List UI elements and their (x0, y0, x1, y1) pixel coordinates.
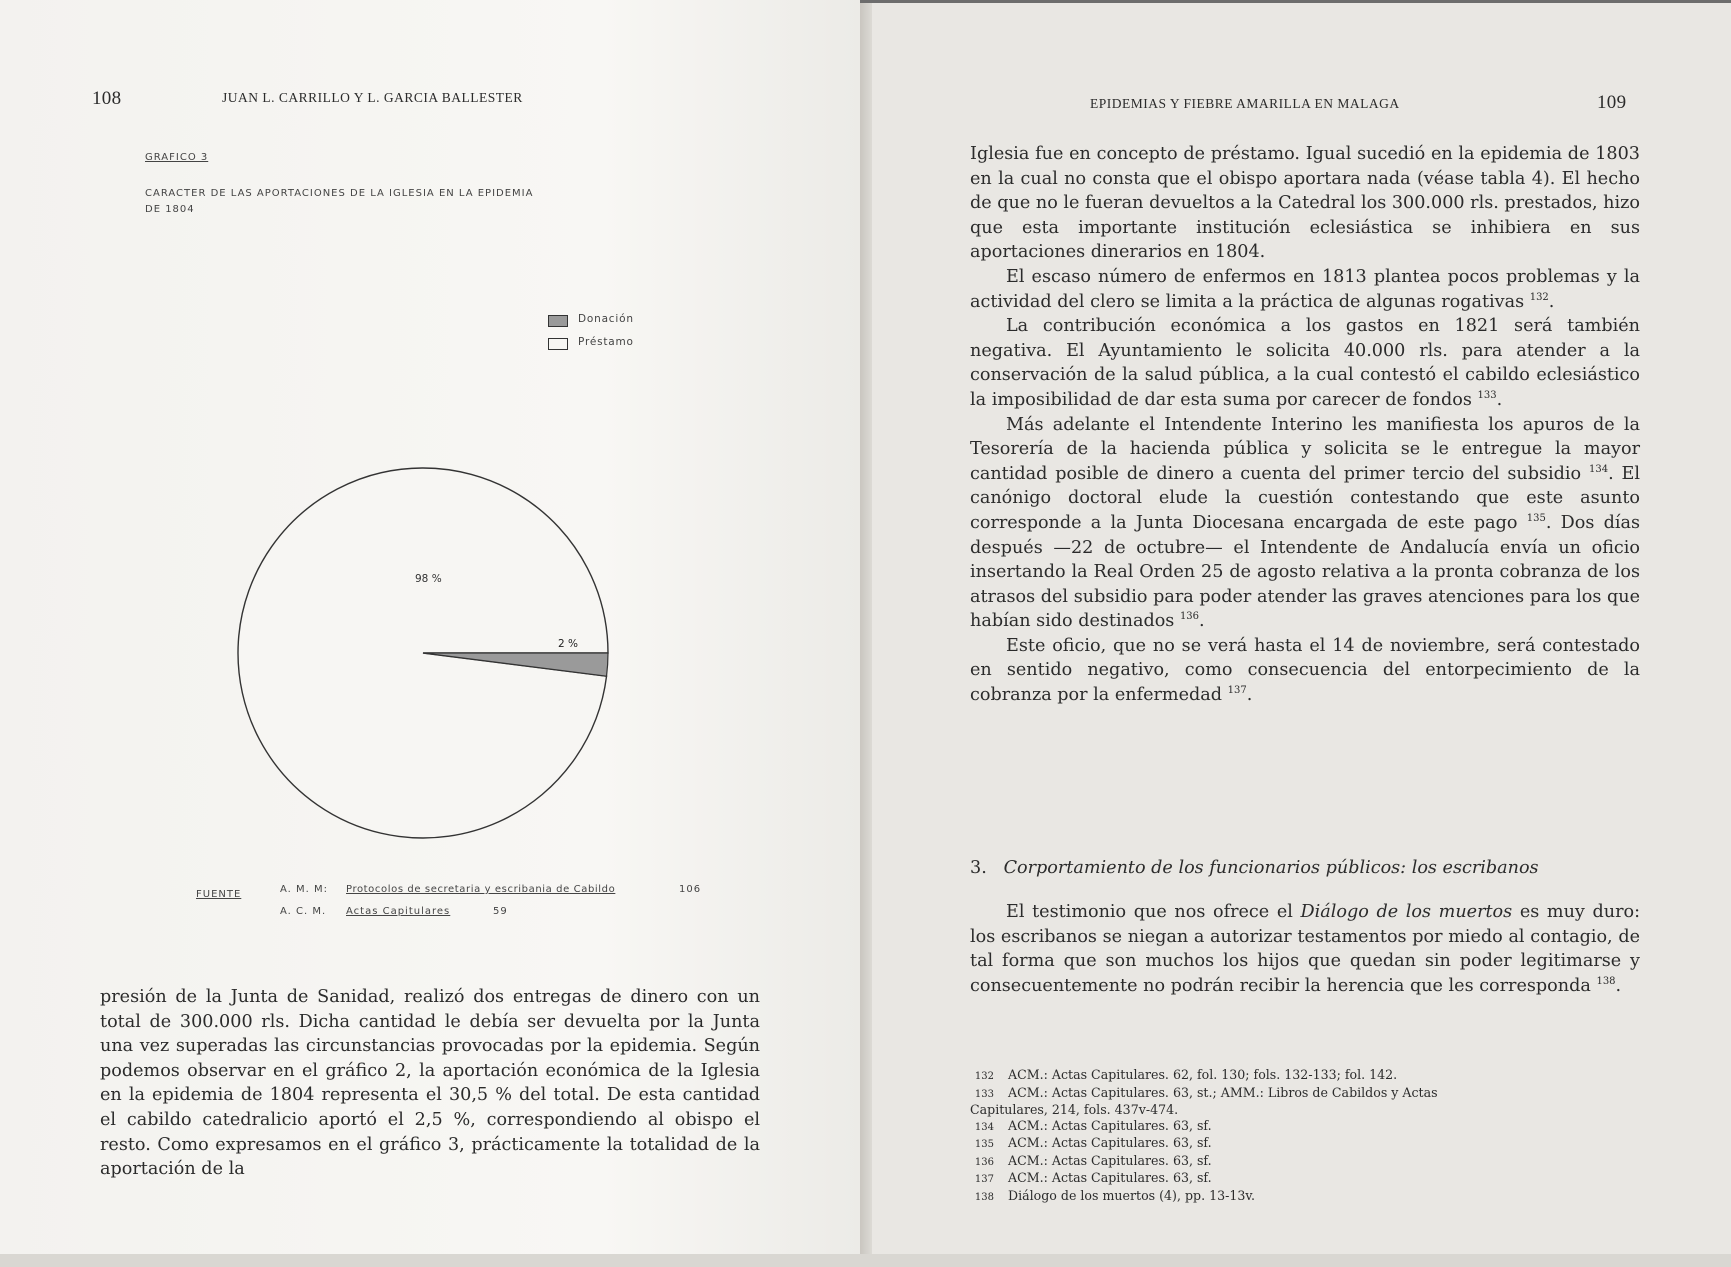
paragraph-2-text: El escaso número de enfermos en 1813 plantea pocos problemas y la actividad del clero se limita a la práctica de algunas rogativas (970, 266, 1640, 312)
page-bottom-edge (0, 1254, 1731, 1267)
page-number: 108 (92, 88, 122, 109)
footnote (970, 1135, 1650, 1153)
footnote-ref: 137 (1227, 685, 1247, 697)
footnote-number: 138 (974, 1191, 994, 1203)
paragraph-4-text: Más adelante el Intendente Interino les manifiesta los apuros de la Tesorería de la hacienda pública y solicita se le entregue la mayor cantidad posible de dinero a cuenta del primer tercio del subsidio (970, 414, 1640, 484)
footnote-text: ACM.: Actas Capitulares. 63, sf. (1008, 1117, 1212, 1133)
footnote (970, 1067, 1650, 1085)
source-line1-num: 106 (679, 884, 702, 895)
paragraph-1-text: Iglesia fue en concepto de préstamo. Igual sucedió en la epidemia de 1803 en la cual no consta que el obispo aportara nada (véase tabla 4). El hecho de que no le fueran devueltos a la Catedral los 300.000 rls. prestados, hizo que esta importante institución eclesiástica se inhibiera en sus aportaciones dinerarios en 1804. (970, 144, 1640, 263)
chart-label: GRAFICO 3 (145, 152, 209, 163)
pie-label-donacion: 2 % (558, 638, 578, 650)
footnote-text: ACM.: Actas Capitulares. 63, sf. (1008, 1135, 1212, 1150)
footnote (970, 1102, 1650, 1118)
paragraph-3: La contribución económica a los gastos en 1821 será también negativa. El Ayuntamiento le solicita 40.000 rls. para atender a la conservación de la salud pública, a la cual contestó el cabildo eclesiástico la imposibilidad de dar esta suma por carecer de fondos $^{133}$. (970, 316, 1640, 410)
right-body (970, 142, 1640, 708)
legend-swatch-donacion (548, 315, 568, 327)
paragraph-3-text: La contribución económica a los gastos en 1821 será también negativa. El Ayuntamiento le solicita 40.000 rls. para atender a la conservación de la salud pública, a la cual contestó el cabildo eclesiástico la imposibilidad de dar esta suma por carecer de fondos (970, 316, 1640, 410)
footnote (970, 1170, 1650, 1188)
footnote-ref: 135 (1526, 513, 1546, 525)
source-line2-num: 59 (493, 906, 508, 917)
footnote-number: 134 (974, 1121, 994, 1133)
footnote-text: ACM.: Actas Capitulares. 62, fol. 130; fols. 132-133; fol. 142. (1008, 1067, 1398, 1082)
footnotes (970, 1067, 1650, 1205)
running-head: JUAN L. CARRILLO Y L. GARCIA BALLESTER (222, 90, 523, 105)
paragraph-5: Este oficio, que no se verá hasta el 14 de noviembre, será contestado en sentido negativo, como consecuencia del entorpecimiento de la cobranza por la enfermedad $^{137}$. (970, 635, 1640, 706)
section-body (970, 900, 1640, 998)
chart-title-line2: DE 1804 (145, 204, 195, 215)
paragraph-5-text: Este oficio, que no se verá hasta el 14 de noviembre, será contestado en sentido negativo, como consecuencia del entorpecimiento de la cobranza por la enfermedad (970, 635, 1640, 706)
pie-chart (213, 443, 633, 863)
left-body-text: presión de la Junta de Sanidad, realizó dos entregas de dinero con un total de 300.000 rls. Dicha cantidad le debía ser devuelta por la Junta una vez superadas las circunstancias provocadas por la epidemia. Según podemos observar en el gráfico 2, la aportación económica de la Iglesia en la epidemia de 1804 representa el 30,5 % del total. De esta cantidad el cabildo catedralicio aportó el 2,5 %, correspondiendo al obispo el resto. Como expresamos en el gráfico 3, prácticamente la totalidad de la aportación de la (100, 987, 760, 1180)
footnote-number: 136 (974, 1156, 994, 1168)
source-line1-ref: Protocolos de secretaria y escribania de Cabildo (346, 884, 616, 895)
paragraph-4: Más adelante el Intendente Interino les manifiesta los apuros de la Tesorería de la hacienda pública y solicita se le entregue la mayor cantidad posible de dinero a cuenta del primer tercio del subsidio $^{134}$. El canónigo doctoral elude la cuestión contestando que este asunto corresponde a la Junta Diocesana encargada de este pago $^{135}$. Dos días después —22 de octubre— el Intendente de Andalucía envía un oficio insertando la Real Orden 25 de agosto relativa a la pronta cobranza de los atrasos del subsidio para poder atender las graves atenciones para los que habían sido destinados $^{136}$. (970, 414, 1641, 632)
footnote-text: ACM.: Actas Capitulares. 63, sf. (1008, 1152, 1212, 1168)
paragraph-2: El escaso número de enfermos en 1813 plantea pocos problemas y la actividad del clero se limita a la práctica de algunas rogativas $^{132}$. (970, 266, 1640, 312)
footnote-number: 137 (974, 1174, 994, 1185)
footnote-text: Diálogo de los muertos (4), pp. 13-13v. (1008, 1187, 1256, 1203)
footnote (970, 1118, 1650, 1136)
section-paragraph: El testimonio que nos ofrece el Diálogo de los muertos es muy duro: los escribanos se niegan a autorizar testamentos por miedo al contagio, de tal forma que son muchos los hijos que quedan sin poder legitimarse y consecuentemente no podrán recibir la herencia que les corresponda $^{138}$. (970, 902, 1641, 996)
section-number: 3. (970, 858, 987, 878)
footnote-ref: 138 (1596, 975, 1616, 987)
footnote-ref: 136 (1179, 611, 1200, 623)
footnote-text: ACM.: Actas Capitulares. 63, st.; AMM.: Libros de Cabildos y Actas (1008, 1084, 1438, 1100)
footnote-number: 132 (974, 1071, 994, 1082)
paragraph-4-cont2: Dos días después —22 de octubre— el Intendente de Andalucía envía un oficio insertando la Real Orden 25 de agosto relativa a la pronta cobranza de los atrasos del subsidio para poder atender las graves atenciones para los que habían sido destinados (970, 512, 1641, 632)
chart-title-line1: CARACTER DE LAS APORTACIONES DE LA IGLESIA EN LA EPIDEMIA (145, 188, 534, 199)
left-body-paragraph (100, 985, 760, 1182)
cited-work-title: Diálogo de los muertos (1300, 902, 1513, 922)
page-number-right: 109 (1597, 92, 1627, 113)
footnote-number: 135 (974, 1139, 994, 1150)
source-line2-ref: Actas Capitulares (346, 906, 451, 917)
paragraph-1 (970, 142, 1640, 265)
footnote-text: Capitulares, 214, fols. 437v-474. (970, 1102, 1179, 1117)
right-page (860, 0, 1731, 1267)
source-line2-archive: A. C. M. (280, 906, 327, 917)
footnote-ref: 134 (1588, 463, 1609, 475)
footnote-ref: 133 (1477, 390, 1497, 402)
footnote (970, 1188, 1650, 1206)
pie-label-prestamo: 98 % (415, 573, 442, 585)
source-line1-archive: A. M. M: (280, 884, 329, 895)
footnote-ref: 132 (1529, 291, 1549, 303)
section-heading (970, 858, 1539, 878)
section-title: Corportamiento de los funcionarios públicos: los escribanos (1003, 858, 1539, 878)
footnote-text: ACM.: Actas Capitulares. 63, sf. (1008, 1170, 1212, 1185)
legend-swatch-prestamo (548, 338, 568, 350)
footnote (970, 1153, 1650, 1171)
legend-label-donacion: Donación (578, 313, 634, 325)
left-page (0, 0, 860, 1267)
legend-label-prestamo: Préstamo (578, 336, 634, 348)
paragraph-4-cont: El canónigo doctoral elude la cuestión contestando que este asunto corresponde a la Junta Diocesana encargada de este pago (970, 463, 1641, 533)
section-paragraph-pre: El testimonio que nos ofrece el (1006, 902, 1293, 922)
running-head-right: EPIDEMIAS Y FIEBRE AMARILLA EN MALAGA (1090, 96, 1400, 111)
section-paragraph-post: es muy duro: los escribanos se niegan a autorizar testamentos por miedo al contagio, de tal forma que son muchos los hijos que quedan sin poder legitimarse y consecuentemente no podrán recibir la herencia que les corresponda (970, 902, 1641, 996)
footnote (970, 1085, 1650, 1103)
source-label: FUENTE (196, 889, 242, 900)
footnote-number: 133 (974, 1088, 994, 1100)
